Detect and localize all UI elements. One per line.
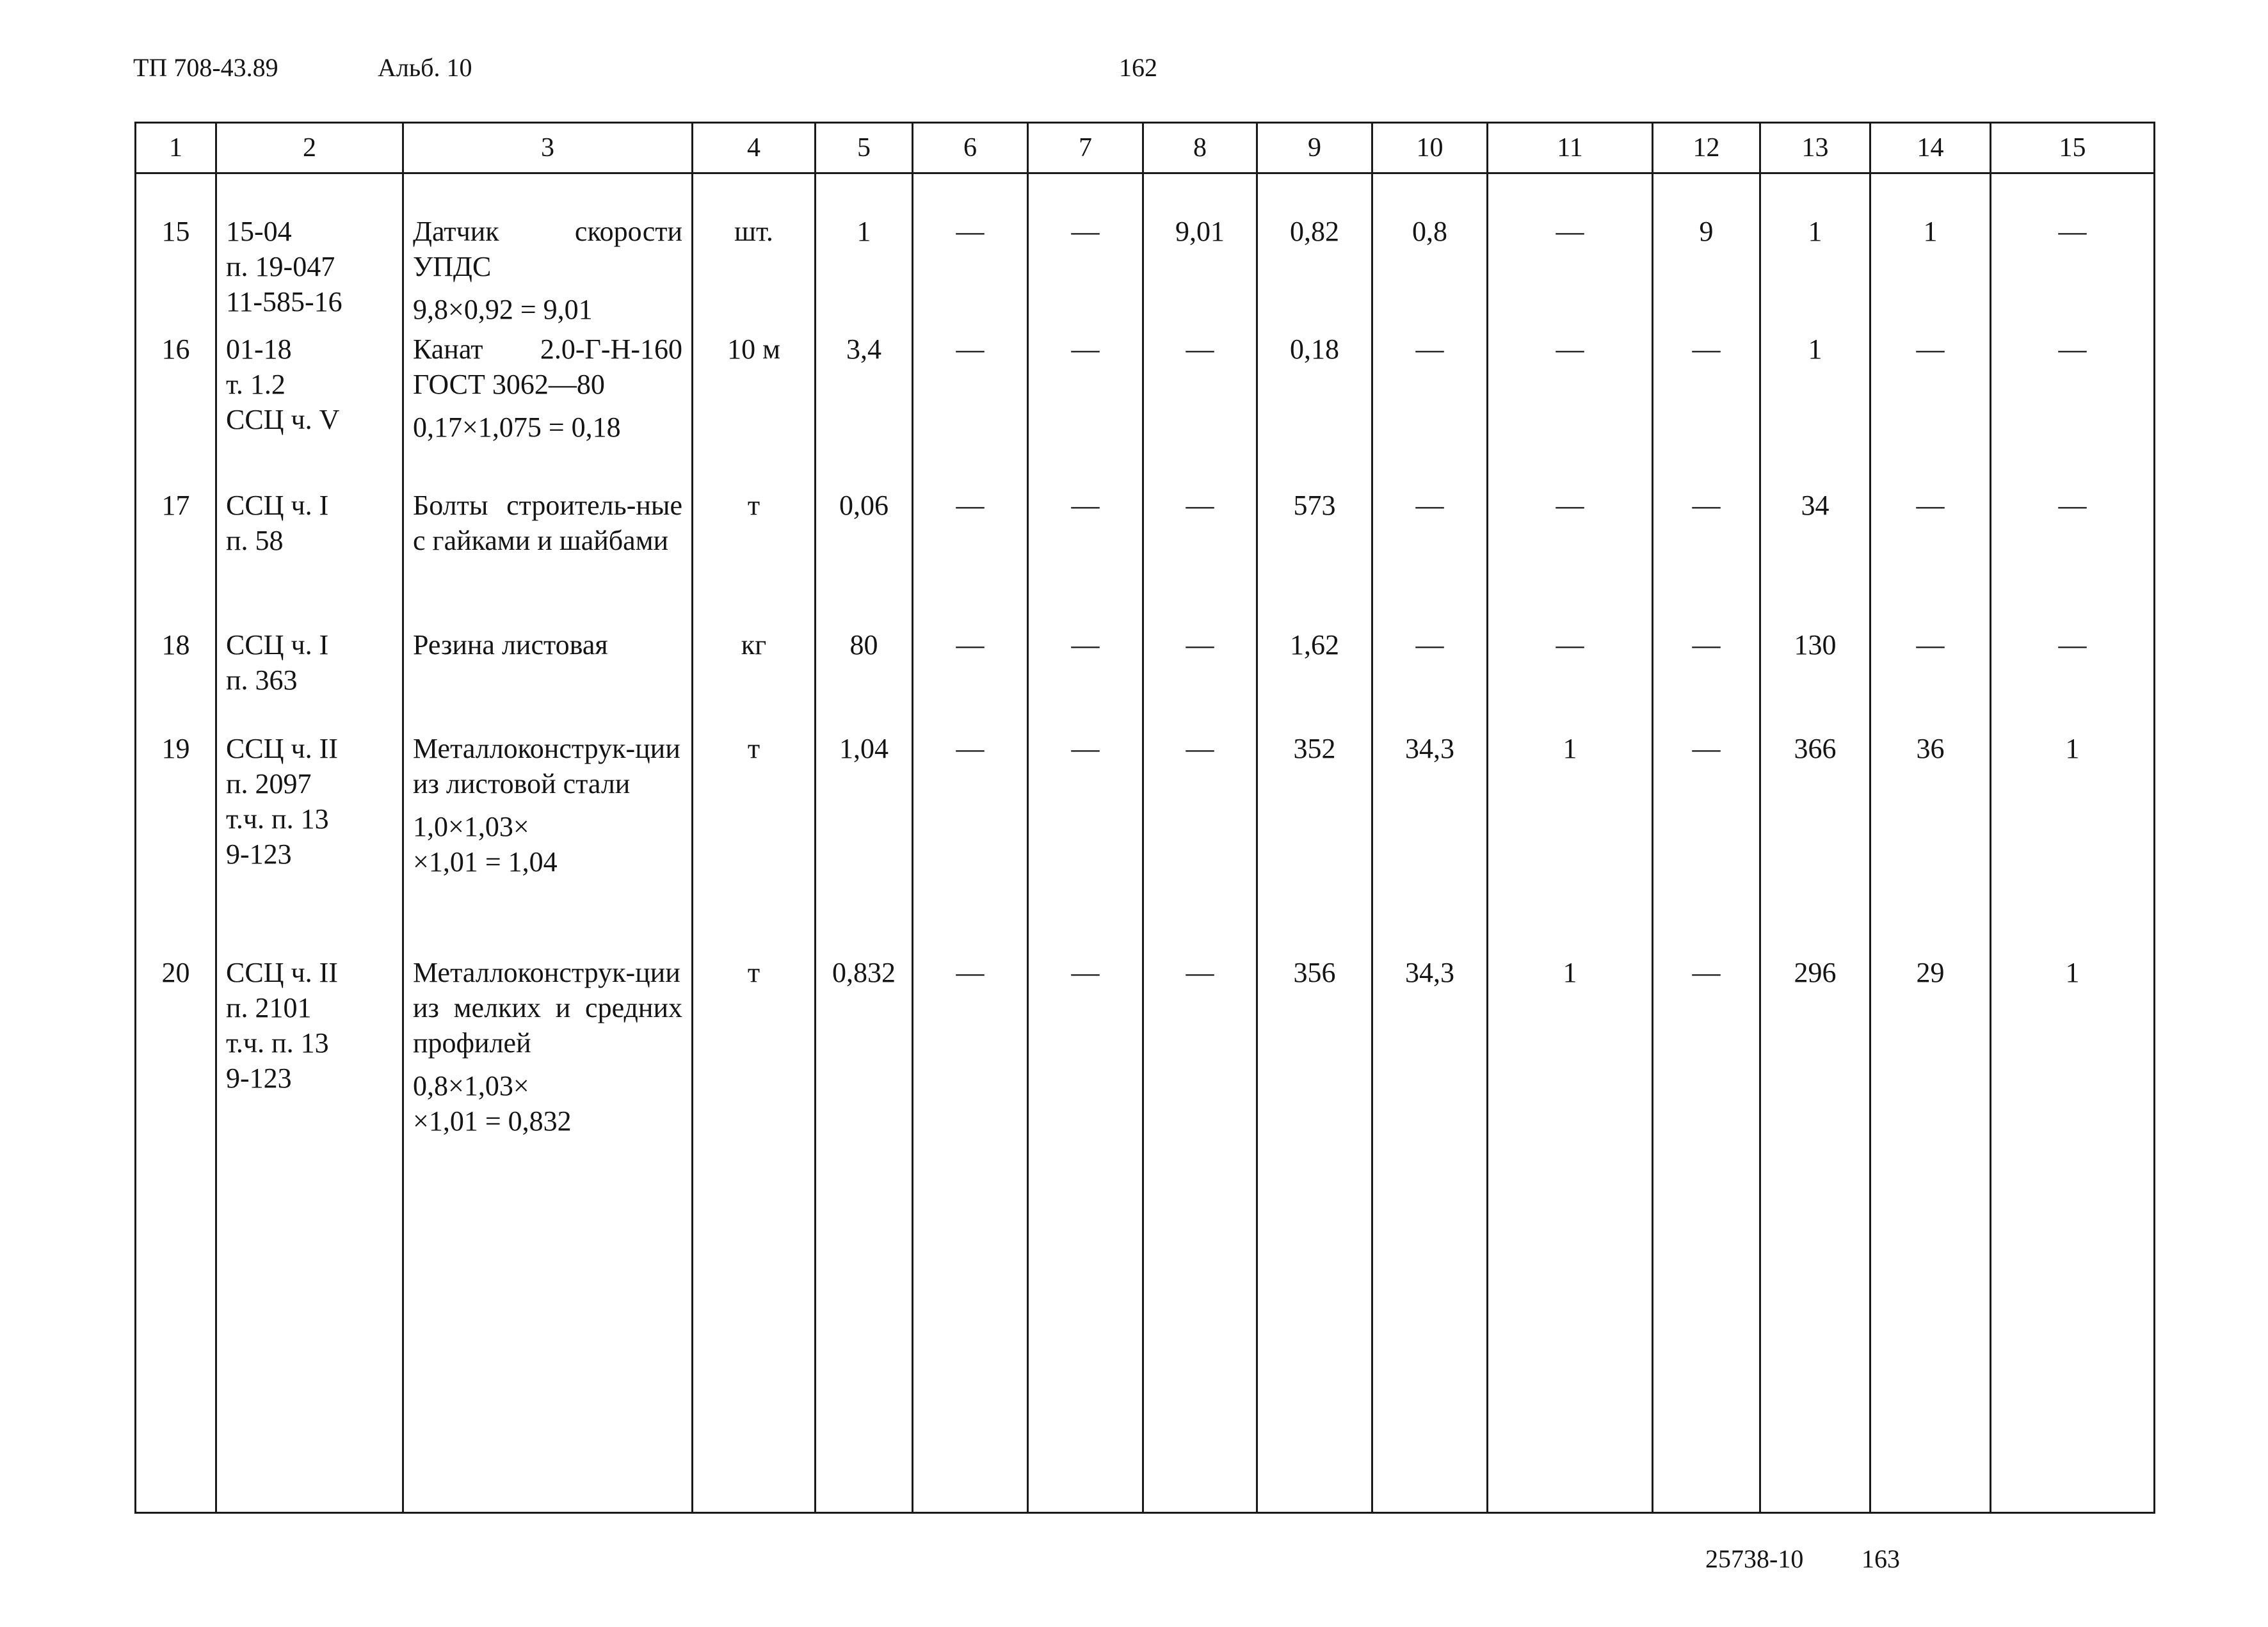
value-cell-12: — <box>1653 731 1760 955</box>
value-cell-9: 1,62 <box>1257 627 1372 731</box>
calculation-note: 9,8×0,92 = 9,01 <box>413 294 593 325</box>
table-row <box>136 214 2155 332</box>
unit-cell: т <box>693 488 816 627</box>
item-name-cell <box>403 627 693 731</box>
value-cell-7: — <box>1028 955 1143 1179</box>
unit-cell: т <box>693 955 816 1179</box>
value-cell-10: 34,3 <box>1372 955 1488 1179</box>
column-header: 15 <box>1991 123 2155 173</box>
value-cell-6: — <box>913 955 1028 1179</box>
value-cell-9: 0,18 <box>1257 332 1372 488</box>
column-header: 13 <box>1760 123 1870 173</box>
value-cell-6: — <box>913 332 1028 488</box>
value-cell-15: 1 <box>1991 955 2155 1179</box>
empty-cell <box>1372 1179 1488 1513</box>
quantity-cell: 80 <box>816 627 913 731</box>
row-number-cell: 16 <box>136 332 216 488</box>
empty-cell <box>1870 1179 1991 1513</box>
value-cell-13: 1 <box>1760 332 1870 488</box>
value-cell-15: 1 <box>1991 731 2155 955</box>
value-cell-14: — <box>1870 627 1991 731</box>
value-cell-8: — <box>1143 488 1257 627</box>
calculation-note: 1,0×1,03× ×1,01 = 1,04 <box>413 811 558 878</box>
value-cell-11: 1 <box>1488 731 1653 955</box>
table-row <box>136 488 2155 627</box>
value-cell-13: 1 <box>1760 214 1870 332</box>
table-row <box>136 627 2155 731</box>
value-cell-15: — <box>1991 627 2155 731</box>
empty-cell <box>216 1179 403 1513</box>
item-name: Металлоконструк-ции из листовой стали <box>413 733 680 799</box>
spacer-row <box>136 173 2155 214</box>
value-cell-13: 130 <box>1760 627 1870 731</box>
value-cell-15: — <box>1991 488 2155 627</box>
value-cell-9: 573 <box>1257 488 1372 627</box>
column-header: 9 <box>1257 123 1372 173</box>
document-code: ТП 708-43.89 <box>133 53 278 82</box>
value-cell-6: — <box>913 627 1028 731</box>
empty-cell <box>1991 1179 2155 1513</box>
empty-cell <box>693 1179 816 1513</box>
empty-cell <box>1257 1179 1372 1513</box>
quantity-cell: 1,04 <box>816 731 913 955</box>
reference-cell: ССЦ ч. II п. 2101 т.ч. п. 13 9-123 <box>216 955 403 1179</box>
table-row <box>136 332 2155 488</box>
column-header: 10 <box>1372 123 1488 173</box>
value-cell-7: — <box>1028 731 1143 955</box>
item-name: Датчик скорости УПДС <box>413 216 682 282</box>
column-header: 6 <box>913 123 1028 173</box>
value-cell-10: 34,3 <box>1372 731 1488 955</box>
value-cell-14: — <box>1870 332 1991 488</box>
row-number-cell: 18 <box>136 627 216 731</box>
value-cell-12: 9 <box>1653 214 1760 332</box>
reference-cell: 01-18 т. 1.2 ССЦ ч. V <box>216 332 403 488</box>
value-cell-7: — <box>1028 214 1143 332</box>
empty-cell <box>1653 1179 1760 1513</box>
column-header: 4 <box>693 123 816 173</box>
column-header: 5 <box>816 123 913 173</box>
quantity-cell: 3,4 <box>816 332 913 488</box>
value-cell-10: 0,8 <box>1372 214 1488 332</box>
item-name: Резина листовая <box>413 629 608 661</box>
value-cell-14: 1 <box>1870 214 1991 332</box>
unit-cell: 10 м <box>693 332 816 488</box>
empty-cell <box>913 1179 1028 1513</box>
value-cell-8: — <box>1143 332 1257 488</box>
row-number-cell: 20 <box>136 955 216 1179</box>
album-number: Альб. 10 <box>378 53 472 82</box>
empty-cell <box>816 1179 913 1513</box>
value-cell-10: — <box>1372 332 1488 488</box>
reference-cell: ССЦ ч. II п. 2097 т.ч. п. 13 9-123 <box>216 731 403 955</box>
item-name-cell <box>403 955 693 1179</box>
item-name: Болты строитель-ные с гайками и шайбами <box>413 490 682 556</box>
row-number-cell: 15 <box>136 214 216 332</box>
unit-cell: т <box>693 731 816 955</box>
column-number-row <box>136 123 2155 173</box>
value-cell-13: 34 <box>1760 488 1870 627</box>
value-cell-9: 352 <box>1257 731 1372 955</box>
value-cell-12: — <box>1653 955 1760 1179</box>
value-cell-15: — <box>1991 214 2155 332</box>
value-cell-11: — <box>1488 332 1653 488</box>
value-cell-12: — <box>1653 332 1760 488</box>
value-cell-6: — <box>913 488 1028 627</box>
item-name-cell <box>403 488 693 627</box>
footer-page-number: 163 <box>1862 1544 1900 1573</box>
value-cell-6: — <box>913 731 1028 955</box>
reference-cell: 15-04 п. 19-047 11-585-16 <box>216 214 403 332</box>
item-name-cell <box>403 332 693 488</box>
value-cell-13: 366 <box>1760 731 1870 955</box>
empty-cell <box>1028 1179 1143 1513</box>
reference-cell: ССЦ ч. I п. 58 <box>216 488 403 627</box>
value-cell-12: — <box>1653 488 1760 627</box>
empty-cell <box>1760 1179 1870 1513</box>
value-cell-7: — <box>1028 627 1143 731</box>
value-cell-14: 36 <box>1870 731 1991 955</box>
row-number-cell: 17 <box>136 488 216 627</box>
calculation-note: 0,8×1,03× ×1,01 = 0,832 <box>413 1070 572 1137</box>
column-header: 1 <box>136 123 216 173</box>
value-cell-7: — <box>1028 488 1143 627</box>
value-cell-7: — <box>1028 332 1143 488</box>
unit-cell: кг <box>693 627 816 731</box>
table-row <box>136 955 2155 1179</box>
value-cell-8: 9,01 <box>1143 214 1257 332</box>
value-cell-14: — <box>1870 488 1991 627</box>
value-cell-15: — <box>1991 332 2155 488</box>
value-cell-8: — <box>1143 627 1257 731</box>
quantity-cell: 0,832 <box>816 955 913 1179</box>
column-header: 14 <box>1870 123 1991 173</box>
reference-cell: ССЦ ч. I п. 363 <box>216 627 403 731</box>
column-header: 3 <box>403 123 693 173</box>
value-cell-6: — <box>913 214 1028 332</box>
unit-cell: шт. <box>693 214 816 332</box>
column-header: 12 <box>1653 123 1760 173</box>
value-cell-12: — <box>1653 627 1760 731</box>
value-cell-10: — <box>1372 627 1488 731</box>
item-name: Металлоконструк-ции из мелких и средних профилей <box>413 957 682 1059</box>
empty-cell <box>1488 1179 1653 1513</box>
value-cell-8: — <box>1143 955 1257 1179</box>
value-cell-11: — <box>1488 488 1653 627</box>
column-header: 7 <box>1028 123 1143 173</box>
empty-cell <box>1143 1179 1257 1513</box>
item-name-cell <box>403 731 693 955</box>
value-cell-11: — <box>1488 214 1653 332</box>
table-row <box>136 731 2155 955</box>
quantity-cell: 0,06 <box>816 488 913 627</box>
page-number: 162 <box>1119 53 1157 82</box>
value-cell-9: 356 <box>1257 955 1372 1179</box>
column-header: 11 <box>1488 123 1653 173</box>
estimate-table <box>134 122 2155 1514</box>
empty-cell <box>403 1179 693 1513</box>
empty-cell <box>136 1179 216 1513</box>
value-cell-10: — <box>1372 488 1488 627</box>
empty-row <box>136 1179 2155 1513</box>
value-cell-14: 29 <box>1870 955 1991 1179</box>
calculation-note: 0,17×1,075 = 0,18 <box>413 412 621 443</box>
value-cell-11: — <box>1488 627 1653 731</box>
value-cell-8: — <box>1143 731 1257 955</box>
item-name-cell <box>403 214 693 332</box>
column-header: 2 <box>216 123 403 173</box>
value-cell-13: 296 <box>1760 955 1870 1179</box>
quantity-cell: 1 <box>816 214 913 332</box>
value-cell-9: 0,82 <box>1257 214 1372 332</box>
row-number-cell: 19 <box>136 731 216 955</box>
footer-code: 25738-10 <box>1705 1544 1804 1573</box>
item-name: Канат 2.0-Г-Н-160 ГОСТ 3062—80 <box>413 333 682 400</box>
value-cell-11: 1 <box>1488 955 1653 1179</box>
column-header: 8 <box>1143 123 1257 173</box>
